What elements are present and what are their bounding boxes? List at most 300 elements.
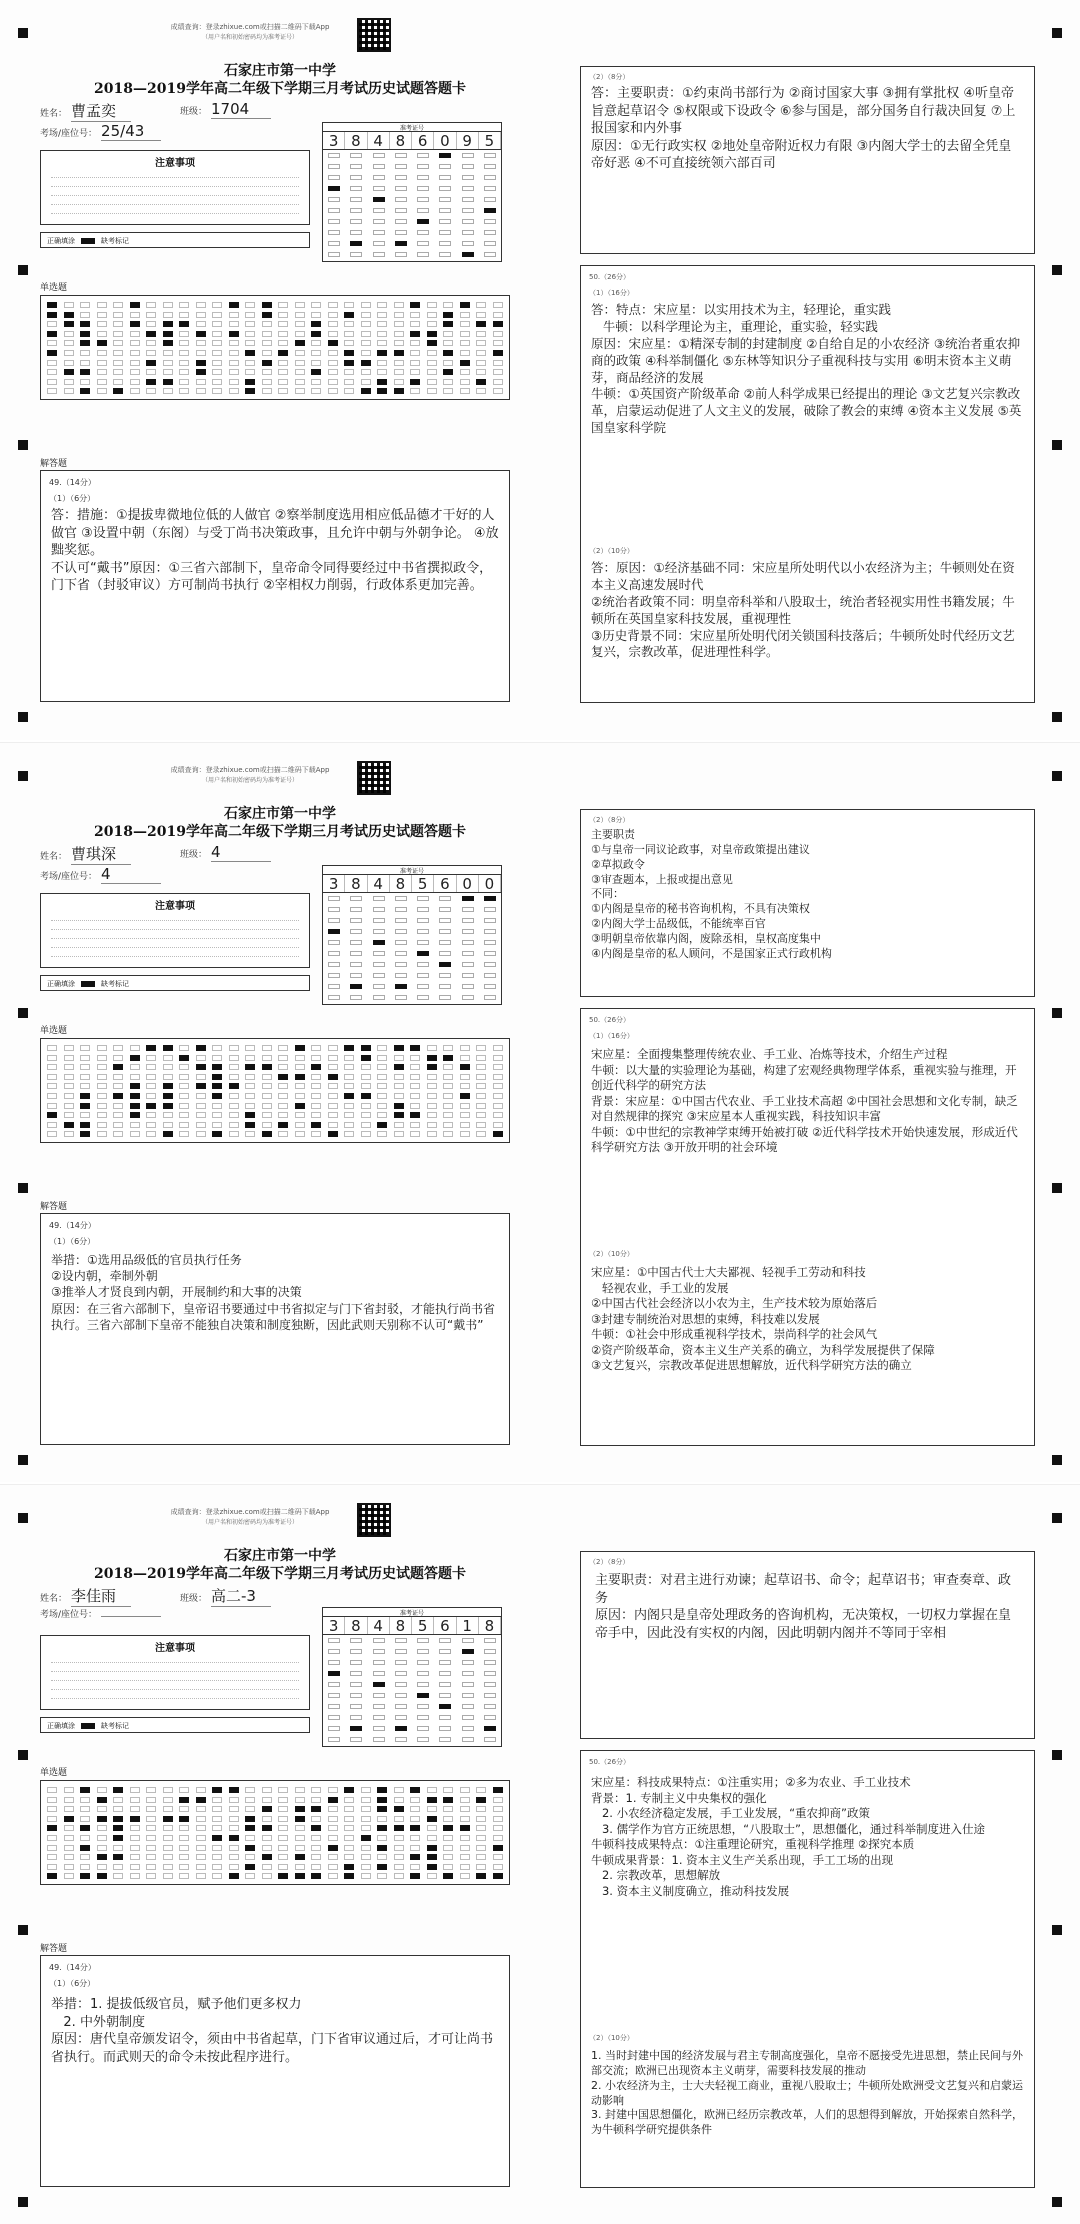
choice-bubble (245, 388, 255, 394)
choice-bubble (64, 1064, 74, 1070)
exam-number-bubble (417, 940, 429, 945)
choice-bubble (410, 1055, 420, 1061)
choice-bubble (64, 1797, 74, 1803)
exam-number-bubble (439, 1660, 451, 1665)
notice-title: 注意事项 (155, 1643, 195, 1654)
choice-bubble (394, 1103, 404, 1109)
choice-bubble (179, 1112, 189, 1118)
choice-bubble (493, 1074, 503, 1080)
choice-bubble (476, 1103, 486, 1109)
choice-bubble (328, 1074, 338, 1080)
exam-number-bubble (417, 1682, 429, 1687)
choice-bubble (97, 1064, 107, 1070)
choice-bubble (460, 1825, 470, 1831)
choice-bubble (311, 360, 321, 366)
choice-bubble (295, 1806, 305, 1812)
choice-bubble (460, 1816, 470, 1822)
choice-bubble (278, 1854, 288, 1860)
choice-bubble (80, 379, 90, 385)
choice-bubble (443, 1806, 453, 1812)
choice-bubble (476, 1083, 486, 1089)
choice-bubble (245, 379, 255, 385)
choice-bubble (278, 302, 288, 308)
choice-bubble (328, 369, 338, 375)
choice-bubble (278, 312, 288, 318)
choice-row (47, 340, 503, 347)
corner-marker (1052, 1183, 1062, 1193)
exam-number-bubble (417, 962, 429, 967)
choice-bubble (278, 1103, 288, 1109)
choice-row (47, 1864, 503, 1871)
choice-bubble (295, 1845, 305, 1851)
choice-bubble (410, 340, 420, 346)
choice-bubble (163, 1845, 173, 1851)
choice-bubble (130, 1825, 140, 1831)
choice-bubble (212, 1055, 222, 1061)
choice-bubble (212, 1083, 222, 1089)
choice-bubble (328, 1103, 338, 1109)
choice-bubble (295, 1074, 305, 1080)
choice-bubble (212, 1787, 222, 1793)
choice-bubble (493, 1131, 503, 1137)
choice-bubble (295, 379, 305, 385)
choice-bubble (377, 340, 387, 346)
choice-bubble (146, 350, 156, 356)
exam-number-bubble (395, 186, 407, 191)
choice-bubble (344, 302, 354, 308)
exam-number-bubble (439, 1737, 451, 1742)
exam-number-bubble (350, 962, 362, 967)
choice-bubble (410, 331, 420, 337)
exam-number-bubble (484, 197, 496, 202)
exam-number-bubble (373, 252, 385, 257)
choice-bubble (394, 1122, 404, 1128)
choice-bubble (460, 1864, 470, 1870)
exam-number-bubble (417, 984, 429, 989)
student-seat: 25/43 (101, 122, 161, 141)
filled-sample-icon (81, 238, 95, 244)
choice-bubble (493, 1854, 503, 1860)
choice-bubble (113, 379, 123, 385)
choice-bubble (146, 1787, 156, 1793)
choice-bubble (344, 1131, 354, 1137)
exam-number-bubble (328, 896, 340, 901)
choice-bubble (278, 1825, 288, 1831)
choice-bubble (443, 1845, 453, 1851)
corner-marker (1052, 28, 1062, 38)
choice-bubble (295, 1112, 305, 1118)
choice-bubble (130, 331, 140, 337)
choice-bubble (344, 1816, 354, 1822)
choice-bubble (196, 1825, 206, 1831)
answer-box-49-2: （2）（8分） 主要职责：对君主进行劝谏；起草诏书、命令；起草诏书；审查奏章、政务 原因：内阁只是皇帝处理政务的咨询机构，无决策权，一切权力掌握在皇帝手中，因此没有实权的内阁，因此明朝内阁并不等同于宰相 (580, 1551, 1035, 1739)
choice-bubble (47, 360, 57, 366)
choice-bubble (410, 379, 420, 385)
exam-number-bubble (439, 1693, 451, 1698)
exam-number-bubble (350, 164, 362, 169)
choice-bubble (344, 312, 354, 318)
corner-marker (18, 1513, 28, 1523)
choice-row (47, 1816, 503, 1823)
choice-bubble (328, 1806, 338, 1812)
notice-box (40, 150, 310, 225)
exam-number-bubble (350, 153, 362, 158)
query-note: （用户名和初始密码均为准考证号） (201, 777, 298, 784)
exam-number-bubble (484, 175, 496, 180)
exam-number-bubbles (323, 894, 501, 1004)
choice-bubble (245, 1825, 255, 1831)
choice-bubble (344, 1845, 354, 1851)
choice-bubble (476, 388, 486, 394)
choice-bubble (64, 321, 74, 327)
choice-bubble (163, 1045, 173, 1051)
choice-bubble (97, 369, 107, 375)
choice-bubble (229, 312, 239, 318)
exam-number-bubble (439, 973, 451, 978)
choice-bubble (394, 331, 404, 337)
choice-bubble (196, 1093, 206, 1099)
choice-bubble (146, 312, 156, 318)
exam-number-bubble (373, 208, 385, 213)
choice-bubble (163, 379, 173, 385)
choice-row (47, 1873, 503, 1880)
choice-bubble (262, 1083, 272, 1089)
choice-bubble (295, 1816, 305, 1822)
choice-bubble (476, 1816, 486, 1822)
choice-bubble (311, 1825, 321, 1831)
choice-bubble (394, 321, 404, 327)
choice-bubble (295, 1873, 305, 1879)
choice-bubble (493, 1797, 503, 1803)
choice-bubble (394, 1074, 404, 1080)
choice-bubble (80, 1064, 90, 1070)
choice-bubble (427, 1825, 437, 1831)
choice-bubble (278, 331, 288, 337)
choice-bubble (344, 1083, 354, 1089)
corner-marker (18, 712, 28, 722)
notice-box (40, 893, 310, 968)
exam-number-bubble (439, 252, 451, 257)
choice-bubble (262, 331, 272, 337)
fill-legend: 正确填涂 缺考标记 (40, 232, 310, 248)
choice-bubble (460, 321, 470, 327)
choice-bubble (328, 1845, 338, 1851)
choice-bubble (179, 1873, 189, 1879)
choice-bubble (163, 1112, 173, 1118)
choice-bubble (295, 1787, 305, 1793)
corner-marker (1052, 1008, 1062, 1018)
choice-bubble (64, 1045, 74, 1051)
choice-bubble (427, 1103, 437, 1109)
choice-bubble (311, 1103, 321, 1109)
choice-bubble (229, 331, 239, 337)
choice-bubble (113, 1055, 123, 1061)
exam-number-bubble (373, 962, 385, 967)
choice-bubble (113, 1131, 123, 1137)
choice-bubble (377, 1797, 387, 1803)
choice-bubble (443, 379, 453, 385)
choice-bubble (311, 1873, 321, 1879)
choice-bubble (262, 1806, 272, 1812)
choice-bubble (460, 1083, 470, 1089)
choice-bubble (377, 1873, 387, 1879)
choice-bubble (97, 1131, 107, 1137)
exam-number-bubble (373, 175, 385, 180)
choice-bubble (460, 1103, 470, 1109)
exam-number-bubble (328, 962, 340, 967)
choice-bubble (196, 1806, 206, 1812)
exam-number-bubble (417, 951, 429, 956)
choice-bubble (196, 1103, 206, 1109)
choice-bubble (278, 1787, 288, 1793)
choice-bubble (460, 360, 470, 366)
choice-bubble (394, 1045, 404, 1051)
choice-bubble (493, 1112, 503, 1118)
choice-bubble (410, 321, 420, 327)
choice-row (47, 321, 503, 328)
choice-bubble (460, 312, 470, 318)
choice-bubble (377, 1112, 387, 1118)
choice-bubble (113, 1112, 123, 1118)
fill-legend: 正确填涂 缺考标记 (40, 1717, 310, 1733)
choice-bubble (278, 1045, 288, 1051)
school-name: 石家庄市第一中学 (224, 806, 336, 822)
choice-bubble (179, 1055, 189, 1061)
choice-bubble (460, 340, 470, 346)
exam-number-bubble (462, 1737, 474, 1742)
choice-bubble (163, 1816, 173, 1822)
choice-bubble (113, 1083, 123, 1089)
choice-bubble (361, 1122, 371, 1128)
choice-bubble (443, 1131, 453, 1137)
choice-bubble (460, 1806, 470, 1812)
choice-bubble (476, 1064, 486, 1070)
choice-bubble (262, 369, 272, 375)
multiple-choice-grid (40, 1780, 510, 1885)
choice-bubble (427, 1787, 437, 1793)
choice-bubble (410, 1873, 420, 1879)
exam-number-bubble (328, 1715, 340, 1720)
exam-number-bubble (484, 1649, 496, 1654)
choice-bubble (179, 1122, 189, 1128)
exam-number-bubble (328, 973, 340, 978)
exam-number-bubbles (323, 1636, 501, 1746)
exam-number-bubble (462, 940, 474, 945)
choice-bubble (410, 1816, 420, 1822)
multiple-choice-grid (40, 295, 510, 400)
exam-number-bubble (417, 197, 429, 202)
exam-number-bubble (417, 995, 429, 1000)
choice-bubble (229, 1112, 239, 1118)
exam-number-bubble (439, 962, 451, 967)
exam-number-bubble (439, 984, 451, 989)
choice-bubble (493, 350, 503, 356)
choice-bubble (410, 312, 420, 318)
exam-number-bubble (484, 241, 496, 246)
choice-bubble (245, 1835, 255, 1841)
exam-number-bubble (439, 1671, 451, 1676)
choice-bubble (196, 340, 206, 346)
choice-bubble (146, 1064, 156, 1070)
choice-bubble (476, 350, 486, 356)
choice-bubble (64, 1806, 74, 1812)
choice-bubble (64, 1816, 74, 1822)
choice-bubble (344, 388, 354, 394)
choice-bubble (278, 1816, 288, 1822)
subjective-section-label: 解答题 (40, 459, 68, 469)
choice-bubble (394, 1806, 404, 1812)
choice-bubble (493, 369, 503, 375)
choice-bubble (80, 1854, 90, 1860)
choice-bubble (493, 1103, 503, 1109)
choice-bubble (179, 360, 189, 366)
choice-bubble (361, 1093, 371, 1099)
exam-number-bubble (350, 940, 362, 945)
choice-bubble (328, 1854, 338, 1860)
choice-bubble (427, 1122, 437, 1128)
choice-bubble (97, 379, 107, 385)
choice-bubble (278, 1806, 288, 1812)
choice-bubble (361, 1835, 371, 1841)
seat-field: 考场/座位号： (40, 1607, 161, 1620)
exam-number-bubble (439, 929, 451, 934)
choice-bubble (179, 379, 189, 385)
exam-number-bubble (439, 208, 451, 213)
choice-bubble (278, 1835, 288, 1841)
choice-bubble (245, 1806, 255, 1812)
exam-number-bubble (328, 1671, 340, 1676)
choice-bubble (460, 1787, 470, 1793)
choice-bubble (344, 1873, 354, 1879)
choice-bubble (146, 1845, 156, 1851)
choice-bubble (460, 1055, 470, 1061)
choice-bubble (476, 1825, 486, 1831)
choice-bubble (493, 1864, 503, 1870)
exam-number-grid: 准考证号 3 8 4 8 5 6 1 8 (322, 1607, 502, 1747)
choice-bubble (443, 1064, 453, 1070)
choice-bubble (163, 1864, 173, 1870)
choice-bubble (295, 369, 305, 375)
choice-bubble (80, 1806, 90, 1812)
choice-bubble (47, 1045, 57, 1051)
choice-bubble (97, 1112, 107, 1118)
choice-bubble (163, 1873, 173, 1879)
exam-number-bubble (484, 973, 496, 978)
exam-number-bubble (373, 1682, 385, 1687)
choice-bubble (311, 388, 321, 394)
choice-bubble (410, 1835, 420, 1841)
choice-bubble (410, 1825, 420, 1831)
filled-sample-icon (81, 1723, 95, 1729)
choice-bubble (245, 1797, 255, 1803)
choice-bubble (130, 1854, 140, 1860)
corner-marker (18, 265, 28, 275)
choice-bubble (245, 1083, 255, 1089)
choice-bubble (295, 1103, 305, 1109)
choice-bubble (394, 1055, 404, 1061)
choice-bubble (97, 1854, 107, 1860)
query-line: 成绩查询：登录zhixue.com或扫描二维码下载App (170, 766, 330, 774)
choice-bubble (179, 369, 189, 375)
exam-number-bubble (373, 984, 385, 989)
choice-bubble (394, 1787, 404, 1793)
choice-bubble (443, 369, 453, 375)
exam-number-bubble (484, 164, 496, 169)
exam-number-bubble (439, 230, 451, 235)
choice-bubble (377, 1074, 387, 1080)
exam-number-bubble (462, 907, 474, 912)
exam-number-bubble (439, 241, 451, 246)
exam-number-bubble (328, 252, 340, 257)
exam-number-bubble (484, 940, 496, 945)
choice-bubble (146, 1074, 156, 1080)
exam-number-bubble (462, 1649, 474, 1654)
exam-number-bubble (350, 1671, 362, 1676)
answer-sheet-3 (0, 1484, 1080, 2224)
choice-bubble (476, 360, 486, 366)
choice-bubble (344, 1074, 354, 1080)
exam-number-digits: 3 8 4 8 5 6 0 0 (323, 875, 501, 893)
choice-bubble (328, 1083, 338, 1089)
choice-bubble (311, 1064, 321, 1070)
choice-bubble (64, 1112, 74, 1118)
choice-bubble (229, 302, 239, 308)
choice-bubble (476, 369, 486, 375)
exam-number-bubble (373, 907, 385, 912)
choice-bubble (229, 388, 239, 394)
choice-bubble (113, 1835, 123, 1841)
choice-bubble (410, 302, 420, 308)
corner-marker (18, 2197, 28, 2207)
choice-bubble (410, 360, 420, 366)
choice-bubble (361, 321, 371, 327)
multiple-choice-grid (40, 1038, 510, 1143)
name-field: 姓名： 曹孟奕 (40, 100, 131, 122)
choice-bubble (212, 1797, 222, 1803)
choice-bubble (163, 1787, 173, 1793)
choice-bubble (493, 302, 503, 308)
exam-number-bubble (439, 907, 451, 912)
choice-bubble (179, 1083, 189, 1089)
choice-bubble (179, 1854, 189, 1860)
choice-bubble (212, 1816, 222, 1822)
choice-bubble (311, 340, 321, 346)
exam-number-bubble (395, 973, 407, 978)
choice-bubble (196, 1835, 206, 1841)
choice-bubble (97, 1845, 107, 1851)
exam-number-bubble (373, 1715, 385, 1720)
exam-number-bubble (395, 219, 407, 224)
exam-number-bubble (350, 973, 362, 978)
exam-number-bubble (373, 929, 385, 934)
choice-bubble (493, 1055, 503, 1061)
choice-bubble (80, 1835, 90, 1841)
choice-bubble (328, 360, 338, 366)
choice-bubble (212, 379, 222, 385)
choice-bubble (344, 1103, 354, 1109)
choice-bubble (163, 1825, 173, 1831)
choice-bubble (245, 1131, 255, 1137)
choice-bubble (476, 340, 486, 346)
choice-bubble (146, 321, 156, 327)
choice-bubble (97, 1873, 107, 1879)
choice-bubble (262, 360, 272, 366)
exam-number-bubble (484, 208, 496, 213)
choice-bubble (394, 1131, 404, 1137)
choice-bubble (229, 1816, 239, 1822)
choice-bubble (443, 1103, 453, 1109)
choice-bubble (179, 1103, 189, 1109)
